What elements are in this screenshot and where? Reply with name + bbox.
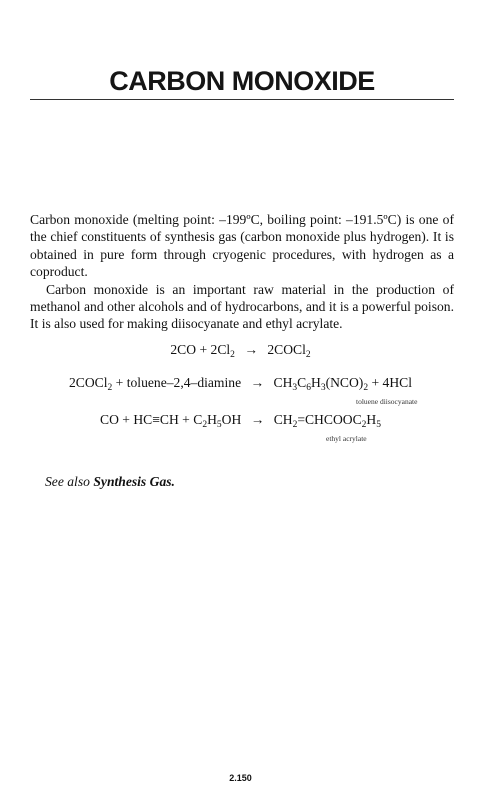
reaction-arrow: →: [250, 412, 265, 427]
see-also-prefix: See also: [45, 474, 90, 489]
paragraph: Carbon monoxide (melting point: –199ºC, boiling point: –191.5ºC) is one of the chief constituents of synthesis gas (carbon monoxide plus hydrogen). It is obtained in pure form through cryogenic procedures, with hydrogen as a coproduct.: [30, 212, 454, 280]
reaction-arrow: →: [244, 342, 258, 357]
reaction-arrow: →: [250, 375, 265, 390]
see-also: [45, 474, 175, 490]
paragraph: Carbon monoxide is an important raw material in the production of methanol and other alcohols and of hydrocarbons, and it is a powerful poison. It is also used for making diisocyanate and ethyl acrylate.: [30, 281, 454, 332]
see-also-link[interactable]: Synthesis Gas.: [93, 474, 175, 489]
equation-ethyl-acrylate: CO + $HC\equiv CH + C_2H_5OH$ → $CH_2=CHCOOC_2H_5$: [100, 412, 381, 430]
page-number: 2.150: [229, 773, 252, 783]
page-title: CARBON MONOXIDE: [109, 66, 375, 96]
title-divider: [30, 99, 454, 100]
product-label: ethyl acrylate: [326, 434, 367, 443]
equation-diisocyanate: 2COCl$_2$ + toluene–2,4–diamine → $CH_3C_6H_3(NCO)_2 + 4HCl$: [68, 375, 413, 393]
body-text: [30, 211, 454, 333]
equation-phosgene: $2CO + 2Cl_2$ → 2COCl$_2$: [170, 342, 311, 360]
product-label: toluene diisocyanate: [356, 397, 418, 406]
